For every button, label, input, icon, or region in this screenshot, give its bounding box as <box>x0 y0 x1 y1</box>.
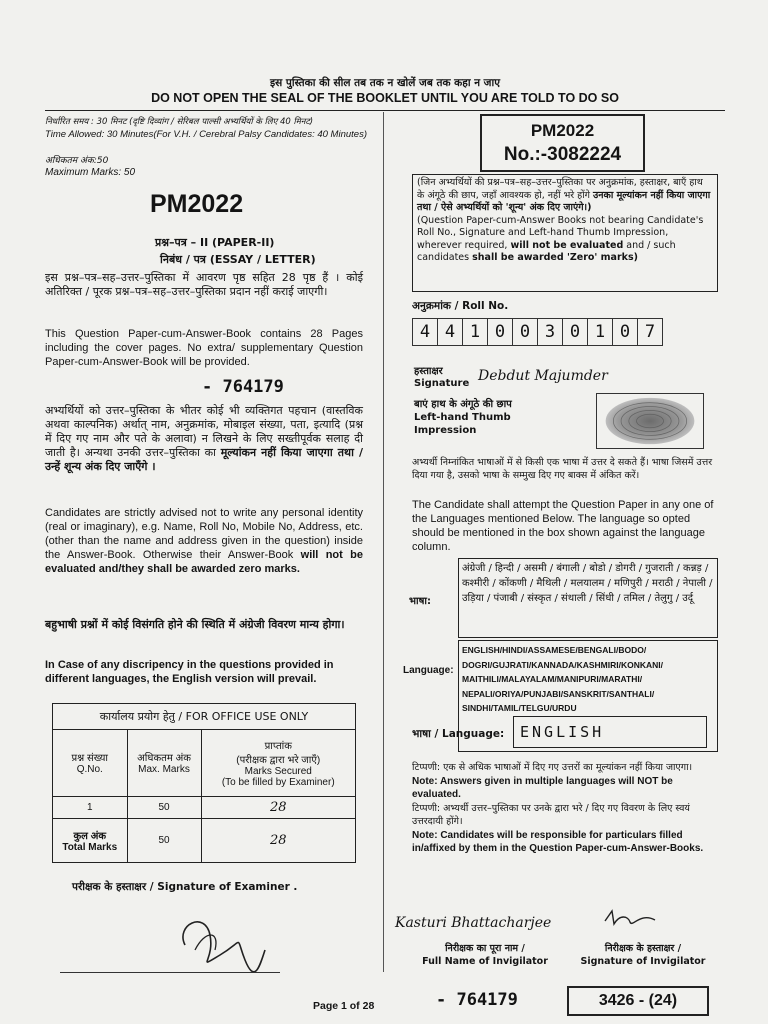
total-secured-value: 28 <box>269 832 287 848</box>
note1-en-a: Note: Answers given in multiple languages will <box>412 776 635 787</box>
roll-digit-box[interactable]: 0 <box>612 318 638 346</box>
row-qno: 1 <box>53 796 127 818</box>
col-max-en: Max. Marks <box>138 764 190 776</box>
discrepancy-note-hindi: बहुभाषी प्रश्नों में कोई विसंगति होने की स्थिति में अंग्रेजी विवरण मान्य होगा। <box>45 618 345 631</box>
examiner-signature-line <box>60 972 280 973</box>
candidate-signature[interactable]: Debdut Majumder <box>478 368 608 384</box>
thumb-label-en-2: Impression <box>414 425 477 436</box>
note-multilang-english <box>412 775 717 801</box>
page-number: Page 1 of 28 <box>313 1000 375 1012</box>
invigilator-signature-scribble <box>600 906 660 930</box>
time-allowed-hindi: निर्धारित समय : 30 मिनट (दृष्टि दिव्यांग / सेरिबल पाल्सी अभ्यर्थियों के लिए 40 मिनट) <box>45 117 314 127</box>
note1-en-b: NOT <box>637 776 659 787</box>
identity-warning-hindi <box>45 404 363 474</box>
col-secured-en: Marks Secured <box>244 765 312 777</box>
warn-en-bold-1: will not be evaluated <box>510 239 624 251</box>
warn-hi-text: (जिन अभ्यर्थियों की प्रश्न–पत्र–सह–उत्तर–पुस्तिका पर अनुक्रमांक, हस्ताक्षर, बाएँ हाथ के अंगूठे की छाप, जहाँ आवश्यक हो, नहीं भरे होंगे <box>417 177 703 201</box>
chosen-language-field[interactable]: ENGLISH <box>513 716 707 748</box>
unsigned-booklet-warning <box>412 174 718 292</box>
roll-digit-box[interactable]: 4 <box>437 318 463 346</box>
total-max: 50 <box>127 818 201 862</box>
col-secured-header <box>201 730 355 796</box>
thumb-label-hi: बाएं हाथ के अंगूठे की छाप <box>414 399 512 410</box>
note-responsibility-hindi: टिप्पणी: अभ्यर्थी उत्तर–पुस्तिका पर उनके द्वारा भरे / दिए गए विवरण के लिए स्वयं उत्तरदायी होंगे। <box>412 803 690 827</box>
identity-warning-english-bold: will not be evaluated and/they shall be awarded zero marks. <box>45 549 364 575</box>
col-qno-hi: प्रश्न संख्या <box>71 753 109 765</box>
invigilator-name-label <box>415 942 555 968</box>
center-code-box: 3426 - (24) <box>567 986 709 1016</box>
office-use-table <box>52 703 356 863</box>
roll-digit-box[interactable]: 0 <box>562 318 588 346</box>
paper-line: प्रश्न–पत्र – II (PAPER-II) <box>155 236 275 249</box>
identity-warning-english-text: Candidates are strictly advised not to write any personal identity (real or imaginary), e.g. Name, Roll No, Mobile No, Address, etc. (other than the name and address given in the question) inside the Answer-Book. Otherwise their Answer-Book <box>45 507 363 561</box>
note-multilang-hindi: टिप्पणी: एक से अधिक भाषाओं में दिए गए उत्तरों का मूल्यांकन नहीं किया जाएगा। <box>412 762 693 773</box>
language-label-english: Language: <box>403 665 454 676</box>
maximum-marks-english: Maximum Marks: 50 <box>45 167 136 178</box>
invigilator-signature-label <box>578 942 708 968</box>
identity-warning-english <box>45 506 363 576</box>
notes-section <box>412 761 717 856</box>
roll-digit-box[interactable]: 1 <box>462 318 488 346</box>
roll-digit-box[interactable]: 7 <box>637 318 663 346</box>
invigilator-name[interactable]: Kasturi Bhattacharjee <box>395 915 552 931</box>
booklet-serial-stamp: - 764179 <box>202 377 284 397</box>
col-qno-header <box>53 730 127 796</box>
note1-en-c: be evaluated. <box>412 776 673 800</box>
seal-warning-hindi: इस पुस्तिका की सील तब तक न खोलें जब तक कहा न जाए <box>270 77 500 89</box>
examiner-signature-label: परीक्षक के हस्ताक्षर / Signature of Examiner . <box>72 881 298 893</box>
identity-warning-hindi-bold: मूल्यांकन नहीं किया जाएगा तथा / उन्हें शून्य अंक दिए जाएँगे । <box>45 446 363 473</box>
header-divider <box>45 110 725 111</box>
invigilator-signatures <box>395 912 551 931</box>
office-use-title: कार्यालय प्रयोग हेतु / FOR OFFICE USE ONLY <box>53 704 355 730</box>
language-list-hindi: अंग्रेजी / हिन्दी / असमी / बंगाली / बोडो / डोगरी / गुजराती / कन्नड़ / कश्मीरी / कोंकणी / मैथिली / मलयालम / मणिपुरी / मराठी / नेपाली / उड़िया / पंजाबी / संस्कृत / संथाली / सिंधी / तमिल / तेलुगु / उर्दू <box>458 558 718 638</box>
booklet-number-box <box>480 114 645 172</box>
exam-code-title: PM2022 <box>150 190 244 218</box>
invig-name-label-en: Full Name of Invigilator <box>422 956 548 967</box>
language-list-english: ENGLISH/HINDI/ASSAMESE/BENGALI/BODO/ DOGRI/GUJRATI/KANNADA/KASHMIRI/KONKANI/ MAITHILI/MALAYALAM/MANIPURI/MARATHI/ NEPALI/ORIYA/PUNJABI/SANSKRIT/SANTHALI/ SINDHI/TAMIL/TELGU/URDU <box>458 640 718 752</box>
language-instruction-english: The Candidate shall attempt the Question Paper in any one of the Languages mentioned Below. The language so opted should be mentioned in the box shown against the language column. <box>412 499 714 553</box>
thumb-impression-label <box>414 398 512 437</box>
roll-digit-box[interactable]: 1 <box>587 318 613 346</box>
chosen-language-label: भाषा / Language: <box>412 728 505 740</box>
row-secured[interactable] <box>201 796 355 818</box>
warn-hi-bold: उनका मूल्यांकन नहीं किया जाएगा तथा / ऐसे अभ्यर्थियों को 'शून्य' अंक दिए जाएंगे।) <box>417 189 711 213</box>
row-secured-value: 28 <box>269 799 287 815</box>
pages-info-english: This Question Paper-cum-Answer-Book contains 28 Pages including the cover pages. No extra/ supplementary Question Paper-cum-Answer-Book will be provided. <box>45 328 363 368</box>
thumb-label-en-1: Left-hand Thumb <box>414 412 511 423</box>
col-qno-en: Q.No. <box>76 764 103 776</box>
sig-label-hi: हस्ताक्षर <box>414 366 443 377</box>
booklet-serial-bottom: - 764179 <box>436 990 518 1010</box>
total-label <box>53 818 127 862</box>
warn-en-bold-2: shall be awarded 'Zero' marks) <box>472 252 638 263</box>
col-secured-hi: प्राप्तांक <box>264 740 292 752</box>
examiner-signature-scribble <box>165 905 275 975</box>
roll-digit-box[interactable]: 3 <box>537 318 563 346</box>
time-allowed-english: Time Allowed: 30 Minutes(For V.H. / Cerebral Palsy Candidates: 40 Minutes) <box>45 129 367 140</box>
discrepancy-note-english: In Case of any discripency in the questions provided in different languages, the English version will prevail. <box>45 659 334 685</box>
thumbprint-icon[interactable] <box>596 393 704 449</box>
pages-info-hindi: इस प्रश्न–पत्र–सह–उत्तर–पुस्तिका में आवरण पृष्ठ सहित 28 पृष्ठ हैं । कोई अतिरिक्त / पूरक प्रश्न–पत्र–सह–उत्तर–पुस्तिका प्रदान नहीं कराई जाएगी। <box>45 271 363 298</box>
col-max-header <box>127 730 201 796</box>
maximum-marks-hindi: अधिकतम अंक:50 <box>45 156 109 166</box>
invig-sig-label-hi: निरीक्षक के हस्ताक्षर / <box>604 943 682 954</box>
invig-name-label-hi: निरीक्षक का पूरा नाम / <box>445 943 525 954</box>
roll-number-label: अनुक्रमांक / Roll No. <box>412 300 509 312</box>
col-secured-en-note: (To be filled by Examiner) <box>221 776 335 788</box>
col-secured-hi-note: (परीक्षक द्वारा भरे जाएँ) <box>236 754 321 766</box>
booklet-code: PM2022 <box>530 121 595 140</box>
roll-digit-box[interactable]: 0 <box>487 318 513 346</box>
identity-warning-hindi-text: अभ्यर्थियों को उत्तर–पुस्तिका के भीतर कोई भी व्यक्तिगत पहचान (वास्तविक अथवा काल्पनिक) अर्थात् नाम, अनुक्रमांक, मोबाइल संख्या, पता, इत्यादि (प्रश्न में दिए गए नाम और पते के अलावा) न लिखने के लिए सख्तीपूर्वक सलाह दी जाती है। अन्यथा उनकी उत्तर–पुस्तिका का <box>45 404 363 459</box>
warn-en-text: (Question Paper-cum-Answer Books not bearing Candidate's Roll No., Signature and Left-hand Thumb Impression, wherever required, <box>417 214 704 251</box>
invig-sig-label-en: Signature of Invigilator <box>580 956 706 967</box>
sig-label-en: Signature <box>414 378 470 389</box>
roll-number-boxes[interactable] <box>412 318 662 346</box>
total-label-hi: कुल अंक <box>73 830 107 842</box>
column-divider <box>383 112 384 972</box>
booklet-number: No.:-3082224 <box>503 144 622 165</box>
warn-en-text-2: and / such candidates <box>417 239 676 263</box>
roll-digit-box[interactable]: 0 <box>512 318 538 346</box>
seal-warning-english: DO NOT OPEN THE SEAL OF THE BOOKLET UNTIL YOU ARE TOLD TO DO SO <box>151 91 619 105</box>
language-instruction-hindi: अभ्यर्थी निम्नांकित भाषाओं में से किसी एक भाषा में उत्तर दे सकते हैं। भाषा जिसमें उत्तर दिया गया है, उसको भाषा के सम्मुख दिए गए बाक्स में अंकित करें। <box>412 457 713 481</box>
candidate-signature-label <box>414 366 469 390</box>
total-secured[interactable] <box>201 818 355 862</box>
total-label-en: Total Marks <box>62 841 118 853</box>
subject-line: निबंध / पत्र (ESSAY / LETTER) <box>160 253 316 266</box>
col-max-hi: अधिकतम अंक <box>137 753 191 765</box>
note-responsibility-english: Note: Candidates will be responsible for particulars filled in/affixed by them in the Question Paper-cum-Answer-Books. <box>412 830 704 854</box>
row-max: 50 <box>127 796 201 818</box>
language-label-hindi: भाषा: <box>409 596 431 607</box>
roll-digit-box[interactable]: 4 <box>412 318 438 346</box>
